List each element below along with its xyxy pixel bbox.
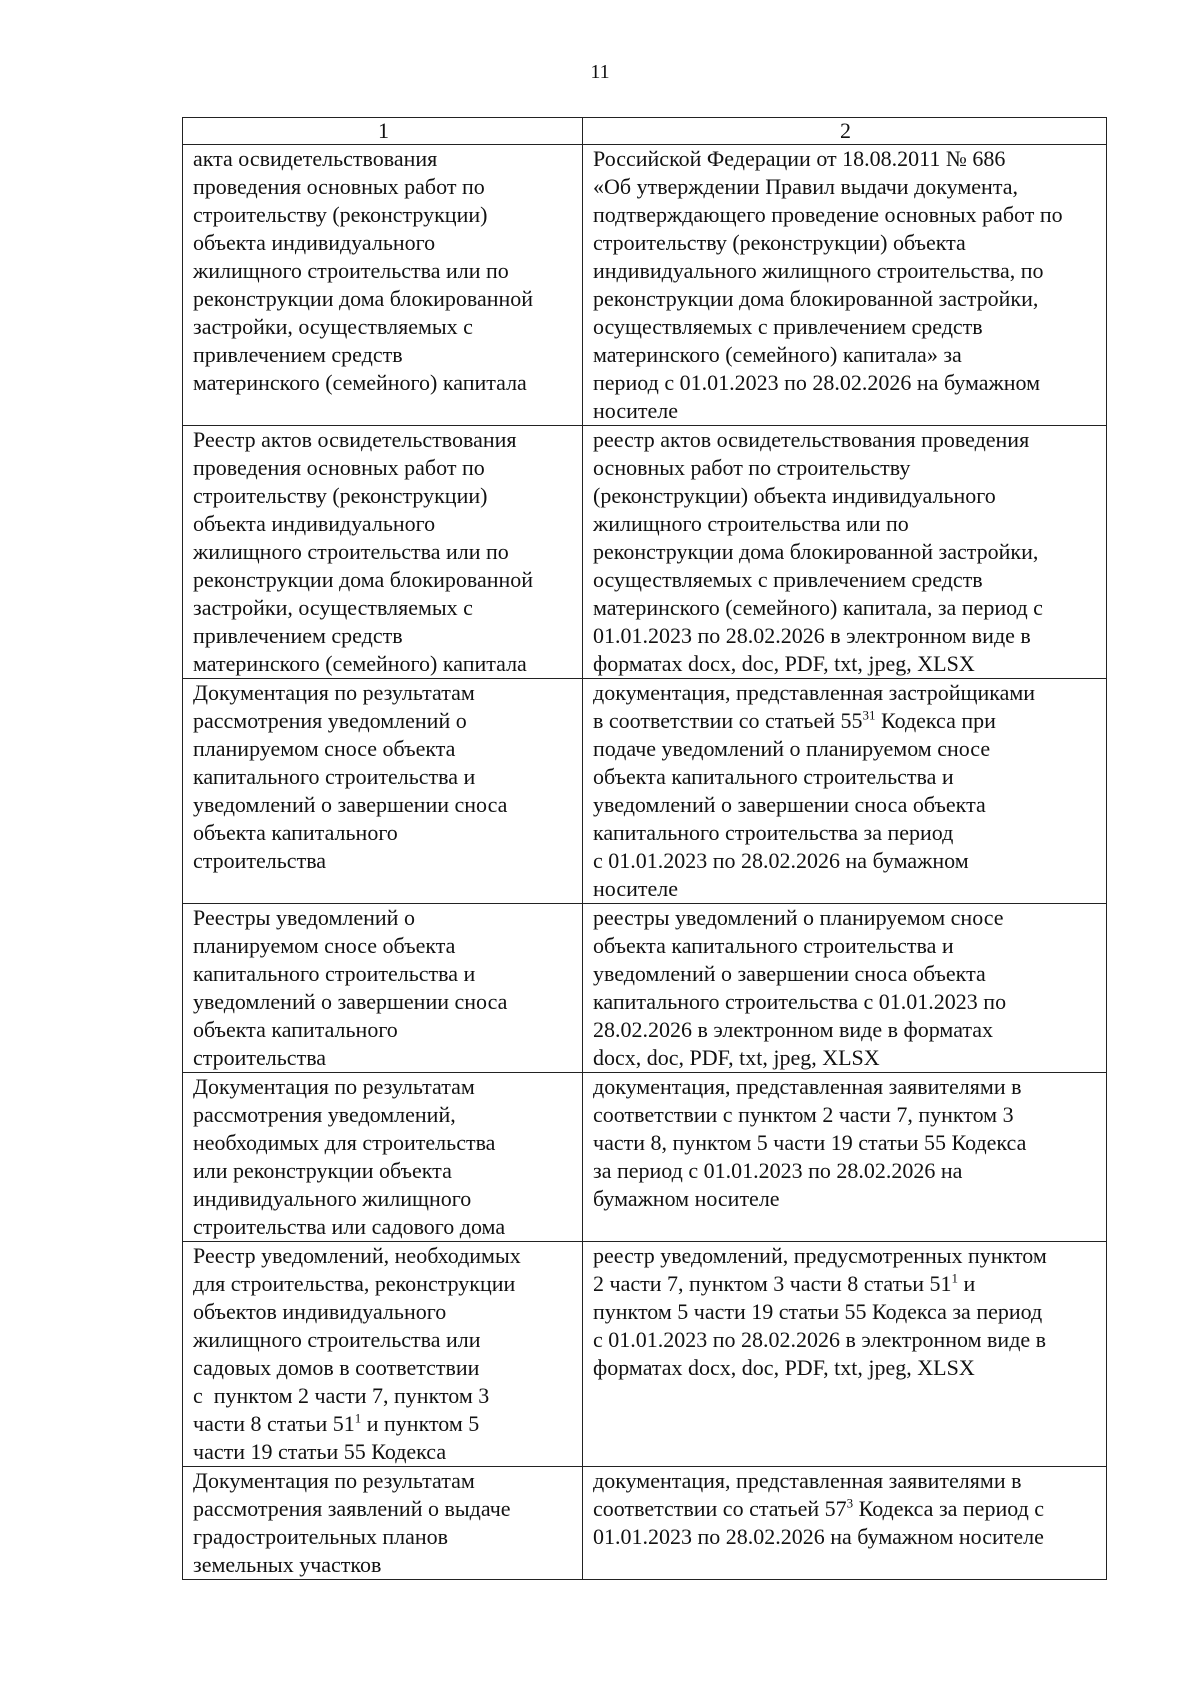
cell-line: реконструкции дома блокированной [193, 286, 534, 311]
cell-line: docx, doc, PDF, txt, jpeg, XLSX [593, 1045, 880, 1070]
cell-line: планируемом сносе объекта [193, 736, 456, 761]
cell-line: Реестр уведомлений, необходимых [193, 1243, 521, 1268]
cell-line: с 01.01.2023 по 28.02.2026 на бумажном [593, 848, 969, 873]
cell-line [593, 1270, 1098, 1298]
cell-line: документация, представленная заявителями в [593, 1074, 1022, 1099]
column-header-2: 2 [583, 118, 1107, 145]
line-text: Кодекса за период с [853, 1496, 1045, 1521]
cell-line: рассмотрения уведомлений, [193, 1102, 456, 1127]
table-cell-subject [183, 145, 583, 426]
column-header-1: 1 [183, 118, 583, 145]
cell-line: застройки, осуществляемых с [193, 595, 473, 620]
table-cell-description [583, 1242, 1107, 1467]
cell-line: застройки, осуществляемых с [193, 314, 473, 339]
cell-line: капитального строительства за период [593, 820, 954, 845]
cell-line: осуществляемых с привлечением средств [593, 314, 983, 339]
cell-line: объекта капитального строительства и [593, 933, 954, 958]
page-number: 11 [590, 61, 610, 83]
cell-line: планируемом сносе объекта [193, 933, 456, 958]
cell-line: 28.02.2026 в электронном виде в форматах [593, 1017, 994, 1042]
cell-line: объектов индивидуального [193, 1299, 447, 1324]
table-header-row [183, 118, 1107, 145]
cell-line: осуществляемых с привлечением средств [593, 567, 983, 592]
table-cell-subject [183, 426, 583, 679]
cell-line: строительства [193, 1045, 327, 1070]
cell-line: капитального строительства и [193, 961, 476, 986]
table-cell-subject [183, 1073, 583, 1242]
cell-line: строительству (реконструкции) [193, 202, 488, 227]
line-text: соответствии со статьей 57 [593, 1496, 847, 1521]
cell-line: проведения основных работ по [193, 455, 485, 480]
table-cell-description [583, 1467, 1107, 1580]
cell-line: объекта капитального [193, 1017, 398, 1042]
cell-line: объекта индивидуального [193, 511, 436, 536]
table-cell-description [583, 904, 1107, 1073]
cell-line: реконструкции дома блокированной застройки, [593, 539, 1039, 564]
cell-line: для строительства, реконструкции [193, 1271, 516, 1296]
cell-line: жилищного строительства или по [193, 258, 509, 283]
cell-line: подаче уведомлений о планируемом сносе [593, 736, 991, 761]
cell-line: Российской Федерации от 18.08.2011 № 686 [593, 146, 1006, 171]
cell-line: реестр актов освидетельствования проведения [593, 427, 1030, 452]
cell-line: привлечением средств [193, 623, 403, 648]
cell-line: носителе [593, 398, 678, 423]
table-cell-description [583, 426, 1107, 679]
cell-line: 01.01.2023 по 28.02.2026 на бумажном носителе [593, 1524, 1044, 1549]
cell-line: строительству (реконструкции) [193, 483, 488, 508]
table-row [183, 145, 1107, 426]
cell-line: капитального строительства и [193, 764, 476, 789]
cell-line: период с 01.01.2023 по 28.02.2026 на бумажном [593, 370, 1041, 395]
cell-line: уведомлений о завершении сноса объекта [593, 961, 986, 986]
cell-line: бумажном носителе [593, 1186, 780, 1211]
cell-line: основных работ по строительству [593, 455, 911, 480]
line-text: и пунктом 5 [361, 1411, 480, 1436]
cell-line: садовых домов в соответствии [193, 1355, 480, 1380]
table-row [183, 1467, 1107, 1580]
cell-line: материнского (семейного) капитала, за период с [593, 595, 1043, 620]
cell-line: Документация по результатам [193, 1074, 475, 1099]
cell-line: жилищного строительства или по [193, 539, 509, 564]
table-row [183, 904, 1107, 1073]
superscript-index: 1 [951, 1270, 958, 1286]
superscript-index: 1 [354, 1410, 362, 1426]
line-text: Кодекса при [875, 708, 996, 733]
cell-line: рассмотрения заявлений о выдаче [193, 1496, 511, 1521]
cell-line: или реконструкции объекта [193, 1158, 452, 1183]
cell-line: рассмотрения уведомлений о [193, 708, 467, 733]
cell-line: реконструкции дома блокированной застройки, [593, 286, 1039, 311]
cell-line: форматах docx, doc, PDF, txt, jpeg, XLSX [593, 1355, 975, 1380]
cell-line: индивидуального жилищного [193, 1186, 472, 1211]
table-cell-subject [183, 679, 583, 904]
cell-line: 01.01.2023 по 28.02.2026 в электронном виде в [593, 623, 1031, 648]
cell-line: жилищного строительства или [193, 1327, 481, 1352]
cell-line: материнского (семейного) капитала» за [593, 342, 962, 367]
cell-line: носителе [593, 876, 678, 901]
cell-line: уведомлений о завершении сноса [193, 989, 508, 1014]
cell-line: Документация по результатам [193, 1468, 475, 1493]
cell-line: земельных участков [193, 1552, 382, 1577]
cell-line: соответствии с пунктом 2 части 7, пунктом 3 [593, 1102, 1014, 1127]
table-cell-description [583, 145, 1107, 426]
cell-line: форматах docx, doc, PDF, txt, jpeg, XLSX [593, 651, 975, 676]
table-cell-description [583, 679, 1107, 904]
cell-line: материнского (семейного) капитала [193, 370, 527, 395]
cell-line: документация, представленная заявителями в [593, 1468, 1022, 1493]
cell-line: уведомлений о завершении сноса [193, 792, 508, 817]
table-row [183, 426, 1107, 679]
cell-line: уведомлений о завершении сноса объекта [593, 792, 986, 817]
cell-line: строительству (реконструкции) объекта [593, 230, 966, 255]
cell-line: «Об утверждении Правил выдачи документа, [593, 174, 1018, 199]
cell-line: пунктом 5 части 19 статьи 55 Кодекса за период [593, 1299, 1043, 1324]
line-text: части 8 статьи 51 [193, 1411, 355, 1436]
superscript-index: 3 [846, 1495, 854, 1511]
cell-line: индивидуального жилищного строительства, по [593, 258, 1044, 283]
table-row [183, 1073, 1107, 1242]
table-cell-subject [183, 904, 583, 1073]
cell-line: части 19 статьи 55 Кодекса [193, 1439, 447, 1464]
cell-line: части 8, пунктом 5 части 19 статьи 55 Кодекса [593, 1130, 1027, 1155]
line-text: 2 части 7, пунктом 3 части 8 статьи 51 [593, 1271, 952, 1296]
cell-line: документация, представленная застройщиками [593, 680, 1036, 705]
table-cell-description [583, 1073, 1107, 1242]
cell-line: капитального строительства с 01.01.2023 по [593, 989, 1007, 1014]
cell-line [593, 1495, 1098, 1523]
cell-line: проведения основных работ по [193, 174, 485, 199]
document-table [182, 117, 1107, 1580]
cell-line: Документация по результатам [193, 680, 475, 705]
cell-line: объекта капитального [193, 820, 398, 845]
table-row [183, 1242, 1107, 1467]
cell-line [193, 1410, 574, 1438]
cell-line: градостроительных планов [193, 1524, 449, 1549]
cell-line [593, 707, 1098, 735]
cell-line: материнского (семейного) капитала [193, 651, 527, 676]
cell-line: с пунктом 2 части 7, пунктом 3 [193, 1383, 490, 1408]
cell-line: Реестры уведомлений о [193, 905, 415, 930]
cell-line: необходимых для строительства [193, 1130, 496, 1155]
cell-line: реестры уведомлений о планируемом сносе [593, 905, 1004, 930]
cell-line: реконструкции дома блокированной [193, 567, 534, 592]
cell-line: акта освидетельствования [193, 146, 438, 171]
cell-line: Реестр актов освидетельствования [193, 427, 517, 452]
cell-line: (реконструкции) объекта индивидуального [593, 483, 996, 508]
cell-line: объекта индивидуального [193, 230, 436, 255]
cell-line: с 01.01.2023 по 28.02.2026 в электронном виде в [593, 1327, 1047, 1352]
line-text: и [958, 1271, 976, 1296]
table-cell-subject [183, 1467, 583, 1580]
cell-line: строительства или садового дома [193, 1214, 506, 1239]
cell-line: строительства [193, 848, 327, 873]
table-row [183, 679, 1107, 904]
cell-line: реестр уведомлений, предусмотренных пунктом [593, 1243, 1047, 1268]
line-text: в соответствии со статьей 55 [593, 708, 863, 733]
table-cell-subject [183, 1242, 583, 1467]
superscript-index: 31 [862, 707, 876, 723]
cell-line: привлечением средств [193, 342, 403, 367]
cell-line: объекта капитального строительства и [593, 764, 954, 789]
cell-line: жилищного строительства или по [593, 511, 909, 536]
cell-line: подтверждающего проведение основных работ по [593, 202, 1063, 227]
cell-line: за период с 01.01.2023 по 28.02.2026 на [593, 1158, 963, 1183]
